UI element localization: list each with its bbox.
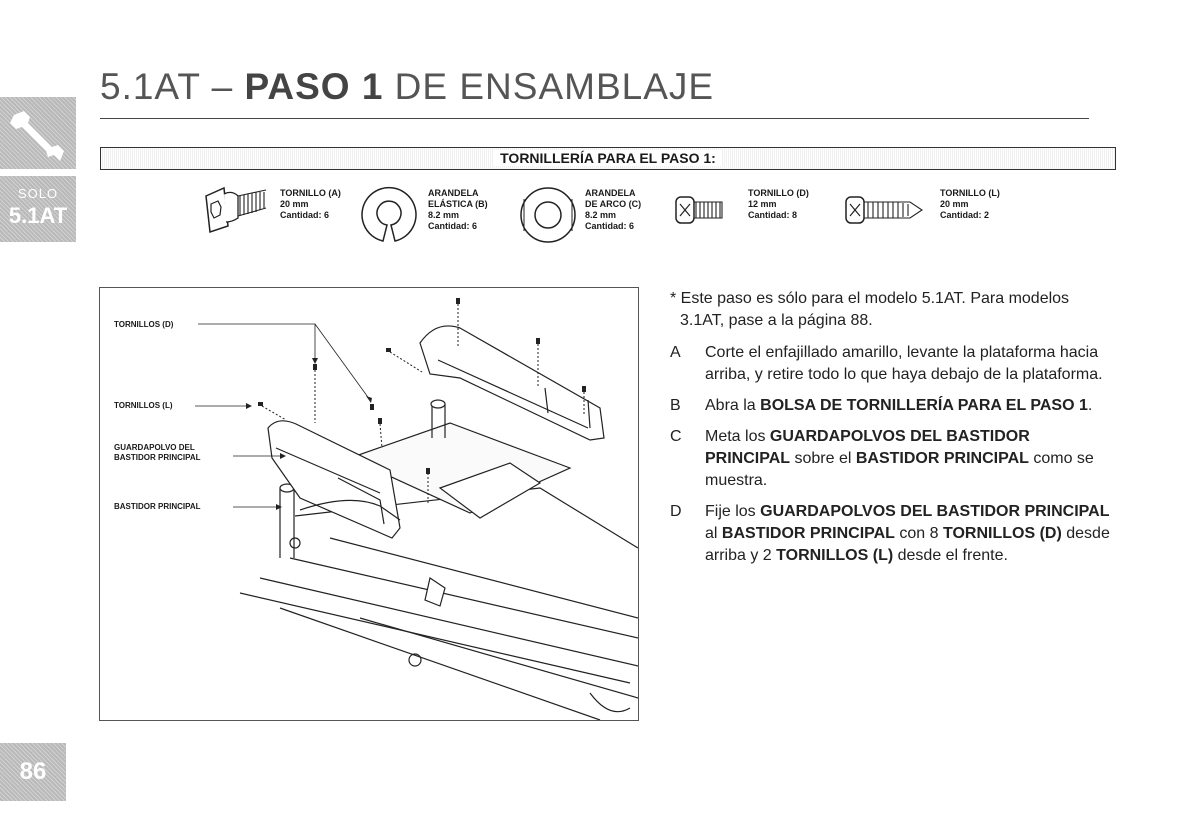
page-number: 86 [0,743,66,801]
step-d-b3: TORNILLOS (D) [942,525,1062,542]
screw-d-icon [672,193,742,227]
step-a-t1: Corte el enfajillado amarillo, levante la plataforma hacia arriba, y retire todo lo que haya debajo de la plataforma. [705,344,1103,383]
hardware-banner [100,147,1116,170]
hardware-item-c [585,188,641,232]
step-c [670,426,1110,492]
instructions [670,288,1110,576]
label-dust-guard [114,443,201,463]
hardware-item-type: ELÁSTICA (B) [428,199,488,209]
step-letter: A [670,344,681,361]
hardware-item-size: 8.2 mm [585,210,617,220]
step-c-b1: GUARDAPOLVOS DEL BASTIDOR PRINCIPAL [705,428,1030,467]
step-c-t2: sobre el [790,450,856,467]
step-letter: D [670,503,682,520]
wrench-tab [0,97,76,169]
label-screws-l: TORNILLOS (L) [114,401,173,410]
model-tab-line1: SOLO [17,186,59,201]
step-b-t2: . [1087,397,1093,414]
hardware-item-name: TORNILLO (L) [940,188,1000,198]
step-d-t5: desde el frente. [893,547,1008,564]
page-title [100,66,714,108]
step-d [670,501,1110,567]
step-text [705,395,1110,417]
step-d-b4: TORNILLOS (L) [776,547,894,564]
step-d-t2: al [705,525,722,542]
step-letter: C [670,428,682,445]
title-divider [100,118,1089,119]
spring-washer-b-icon [355,183,421,245]
step-b [670,395,1110,417]
hardware-item-size: 20 mm [280,199,309,209]
bolt-a-icon [200,182,274,236]
step-d-t4: desde arriba y 2 [705,525,1110,564]
hardware-item-qty: Cantidad: 6 [280,210,330,220]
hardware-item-qty: Cantidad: 6 [585,221,635,231]
model-tab [0,176,76,242]
label-screws-d: TORNILLOS (D) [114,320,174,329]
step-letter: B [670,397,681,414]
hardware-item-size: 12 mm [748,199,777,209]
step-b-t1: Abra la [705,397,761,414]
model-note: * Este paso es sólo para el modelo 5.1AT. Para modelos 3.1AT, pase a la página 88. [670,290,1070,329]
hardware-banner-text: TORNILLERÍA PARA EL PASO 1: [494,150,722,166]
screw-l-icon [842,193,936,227]
wrench-icon [0,97,76,169]
step-c-b2: BASTIDOR PRINCIPAL [855,450,1029,467]
step-d-t3: con 8 [894,525,943,542]
hardware-item-name: TORNILLO (D) [748,188,809,198]
hardware-item-type: DE ARCO (C) [585,199,642,209]
title-prefix: 5.1AT – [100,66,245,107]
title-bold: PASO 1 [244,66,384,107]
hardware-item-b [428,188,488,232]
hardware-item-qty: Cantidad: 6 [428,221,478,231]
hardware-item-a [280,188,341,221]
step-b-b1: BOLSA DE TORNILLERÍA PARA EL PASO 1 [760,397,1088,414]
hardware-item-l [940,188,1000,221]
label-main-frame: BASTIDOR PRINCIPAL [114,502,201,511]
model-tab-line2: 5.1AT [8,203,68,228]
step-a [670,342,1110,386]
hardware-item-size: 20 mm [940,199,969,209]
step-c-t1: Meta los [705,428,770,445]
label-dust-guard-line2: BASTIDOR PRINCIPAL [114,453,201,462]
label-dust-guard-line1: GUARDAPOLVO DEL [114,443,195,452]
step-d-t1: Fije los [705,503,761,520]
step-c-t3: como se muestra. [705,450,1094,489]
hardware-item-size: 8.2 mm [428,210,460,220]
step-d-b2: BASTIDOR PRINCIPAL [721,525,895,542]
hardware-item-name: TORNILLO (A) [280,188,341,198]
hardware-item-name: ARANDELA [585,188,636,198]
arc-washer-c-icon [516,185,580,245]
step-text [705,426,1110,492]
step-d-b1: GUARDAPOLVOS DEL BASTIDOR PRINCIPAL [760,503,1110,520]
assembly-diagram [99,287,639,721]
hardware-item-name: ARANDELA [428,188,479,198]
title-suffix: DE ENSAMBLAJE [383,66,715,107]
hardware-item-qty: Cantidad: 2 [940,210,990,220]
step-text [705,342,1110,386]
step-text [705,501,1110,567]
hardware-item-qty: Cantidad: 8 [748,210,798,220]
hardware-item-d [748,188,809,221]
